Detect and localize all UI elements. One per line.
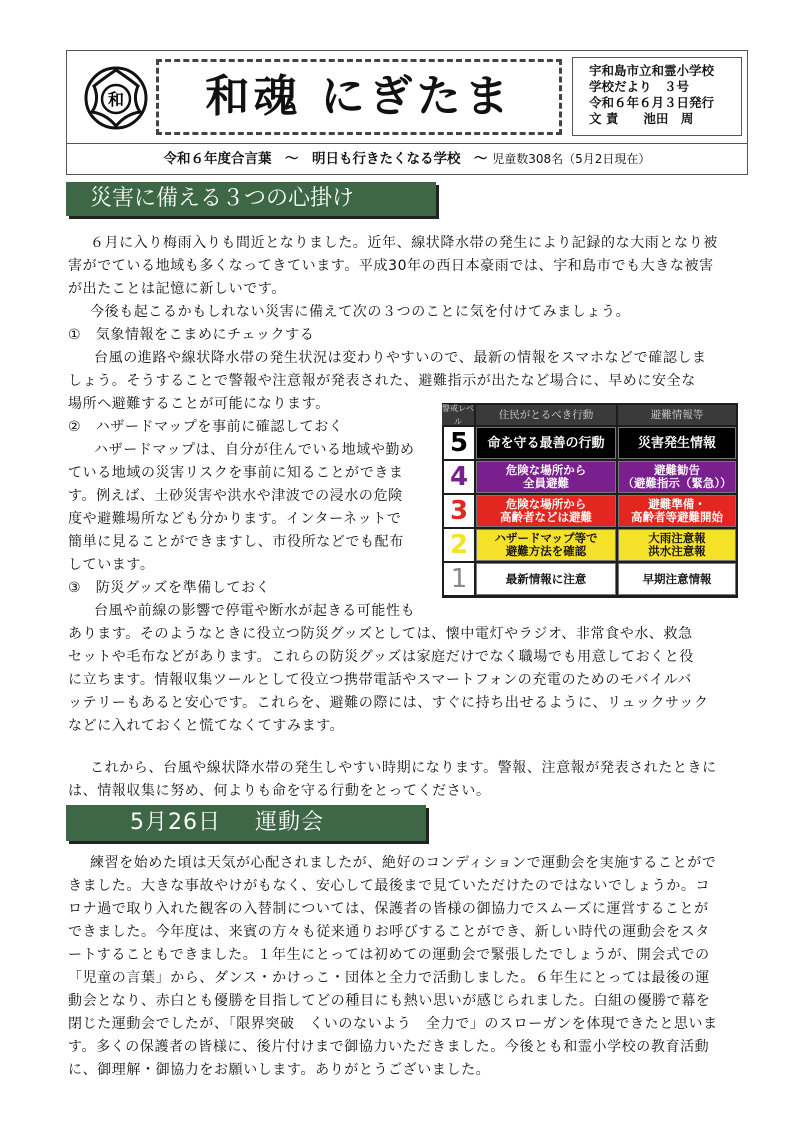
warning-level-number: 4: [444, 461, 474, 493]
s2-line: ートすることもできました。１年生にとっては初めての運動会で緊張したでしょうが、開会式での: [68, 947, 710, 963]
warning-level-number: 2: [444, 529, 474, 561]
warning-level-action: ハザードマップ等で 避難方法を確認: [476, 529, 616, 561]
s1-line: ② ハザードマップを事前に確認しておく: [68, 419, 344, 435]
warning-table-header: [442, 403, 738, 425]
newsletter-issue: 学校だより ３号: [589, 79, 690, 94]
warning-table-header-action: 住民がとるべき行動: [476, 405, 616, 425]
s1-line: セットや毛布などがあります。これらの防災グッズは家庭だけでなく職場でも用意しておくと役: [68, 649, 694, 665]
s2-line: 動会となり、赤白とも優勝を目指してどの種目にも熱い思いが感じられました。白組の優勝で幕を: [68, 993, 711, 1009]
s1-line: ハザードマップは、自分が住んでいる地域や勤め: [94, 442, 415, 458]
s1-line: す。例えば、土砂災害や洪水や津波での浸水の危険: [68, 488, 403, 504]
warning-table-header-info: 避難情報等: [618, 405, 736, 425]
s1-line: しています。: [68, 557, 155, 573]
s2-line: 閉じた運動会でしたが、「限界突破 くいのないよう 全力で」のスローガンを体現できたと思いま: [68, 1016, 718, 1032]
s1-line: ③ 防災グッズを準備しておく: [68, 580, 271, 596]
s2-line: 「児童の言葉」から、ダンス・かけっこ・団体と全力で活動しました。６年生にとっては最後の運: [68, 970, 710, 986]
warning-level-info: 大雨注意報 洪水注意報: [618, 529, 736, 561]
s2-line: ロナ過で取り入れた観客の入替制については、保護者の皆様の御協力でスムーズに運営することが: [68, 901, 709, 917]
s1-line: 害がでている地域も多くなってきています。平成30年の西日本豪雨では、宇和島市でも大きな被害: [68, 258, 714, 274]
issue-info-box: [572, 57, 742, 136]
warning-level-row-1: [442, 563, 738, 595]
warning-level-action: 危険な場所から 全員避難: [476, 461, 616, 493]
s1-line: などに入れておくと慌てなくてすみます。: [68, 718, 345, 734]
emblem-text: 和: [107, 90, 125, 109]
sports-day-title: 運動会: [255, 810, 325, 835]
s1-line: ている地域の災害リスクを事前に知ることができま: [68, 465, 404, 481]
s1-line: ッテリーもあると安心です。これらを、避難の際には、すぐに持ち出せるように、リュックサック: [68, 695, 709, 711]
section-heading-sports-day: [66, 805, 426, 841]
s1-line: あります。そのようなときに役立つ防災グッズとしては、懐中電灯やラジオ、非常食や水、救急: [68, 626, 693, 642]
s1-line: 度や避難場所なども分かります。インターネットで: [68, 511, 402, 527]
s2-line: きました。大きな事故やけがもなく、安心して最後まで見ていただけたのではないでしょうか。コ: [68, 878, 711, 894]
motto-text: 令和６年度合言葉 ～ 明日も行きたくなる学校 ～: [163, 151, 488, 167]
sports-day-date: 5月26日: [130, 810, 221, 835]
s1-line: 場所へ避難することが可能になります。: [68, 396, 330, 412]
warning-level-info: 避難準備・ 高齢者等避難開始: [618, 495, 736, 527]
s1-line: は、情報収集に努め、何よりも命を守る行動をとってください。: [68, 783, 491, 799]
s1-line: これから、台風や線状降水帯の発生しやすい時期になります。警報、注意報が発表されたときに: [90, 760, 717, 776]
s1-line: しょう。そうすることで警報や注意報が発表された、避難指示が出たなど場合に、早めに安全な: [68, 373, 696, 389]
warning-level-row-4: [442, 461, 738, 493]
school-name: 宇和島市立和霊小学校: [589, 63, 715, 78]
header-divider: [66, 143, 748, 144]
s2-line: に、御理解・御協力をお願いします。ありがとうございました。: [68, 1062, 491, 1078]
section-heading-disaster: 災害に備える３つの心掛け: [66, 182, 436, 216]
s2-line: す。多くの保護者の皆様に、後片付けまで御協力いただきました。今後とも和霊小学校の教育活動: [68, 1039, 710, 1055]
warning-level-info: 避難勧告 （避難指示（緊急））: [618, 461, 736, 493]
warning-level-info: 災害発生情報: [618, 427, 736, 459]
s1-line: 台風や前線の影響で停電や断水が起きる可能性も: [94, 603, 416, 619]
warning-level-info: 早期注意情報: [618, 563, 736, 595]
school-emblem-icon: [82, 64, 150, 132]
newsletter-title: 和魂 にぎたま: [205, 71, 513, 122]
warning-level-number: 1: [444, 563, 474, 595]
warning-level-row-2: [442, 529, 738, 561]
warning-level-action: 命を守る最善の行動: [476, 427, 616, 459]
warning-level-number: 3: [444, 495, 474, 527]
s1-line: 今後も起こるかもしれない災害に備えて次の３つのことに気を付けてみましょう。: [90, 304, 631, 320]
s1-line: ６月に入り梅雨入りも間近となりました。近年、線状降水帯の発生により記録的な大雨となり被: [90, 235, 718, 251]
warning-level-row-5: [442, 427, 738, 459]
s2-line: できました。今年度は、来賓の方々も従来通りお呼びすることができ、新しい時代の運動会をスタ: [68, 924, 710, 940]
s2-line: 練習を始めた頃は天気が心配されましたが、絶好のコンディションで運動会を実施することがで: [90, 855, 717, 871]
warning-table-header-level: 警戒レベル: [442, 404, 474, 426]
student-count: 児童数308名（5月2日現在）: [492, 152, 651, 166]
warning-level-number: 5: [444, 427, 474, 459]
s1-line: ① 気象情報をこまめにチェックする: [68, 327, 315, 343]
motto-line: [66, 145, 748, 173]
issue-date: 令和６年６月３日発行: [589, 95, 715, 110]
editor: 文 責 池田 周: [589, 111, 694, 126]
s1-line: に立ちます。情報収集ツールとして役立つ携帯電話やスマートフォンの充電のためのモバイルバ: [68, 672, 693, 688]
warning-level-action: 危険な場所から 高齢者などは避難: [476, 495, 616, 527]
s1-line: が出たことは記憶に新しいです。: [68, 281, 286, 297]
warning-level-action: 最新情報に注意: [476, 563, 616, 595]
s1-line: 台風の進路や線状降水帯の発生状況は変わりやすいので、最新の情報をスマホなどで確認しま: [94, 350, 707, 366]
s1-line: 簡単に見ることができますし、市役所などでも配布: [68, 534, 404, 550]
warning-level-row-3: [442, 495, 738, 527]
